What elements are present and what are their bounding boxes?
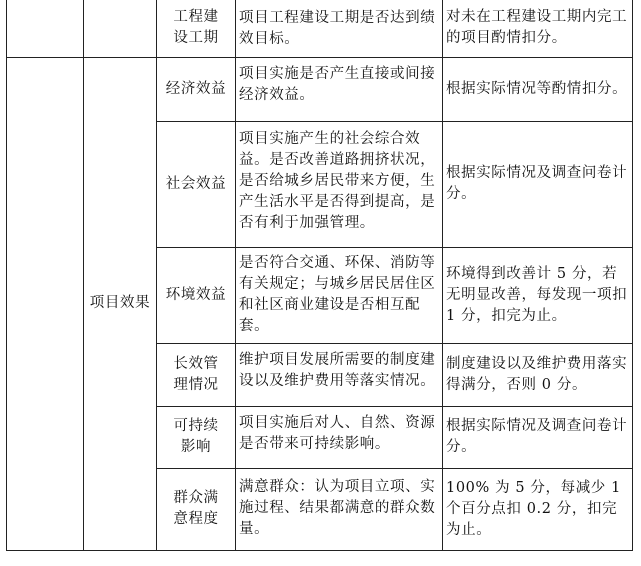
standard-cell: 项目实施产生的社会综合效益。是否改善道路拥挤状况，是否给城乡居民带来方便，生产生活水平是否得到提高，是否有利于加强管理。 bbox=[236, 121, 443, 247]
indicator-cell bbox=[157, 343, 236, 406]
scoring-cell: 环境得到改善计 5 分，若无明显改善，每发现一项扣 1 分，扣完为止。 bbox=[443, 247, 633, 343]
level1-cell bbox=[7, 57, 84, 550]
indicator-cell bbox=[157, 247, 236, 343]
indicator-line: 社会效益 bbox=[165, 175, 227, 192]
indicator-cell bbox=[157, 57, 236, 121]
standard-cell: 项目实施是否产生直接或间接经济效益。 bbox=[236, 57, 443, 121]
level1-cell bbox=[7, 0, 84, 57]
scoring-cell: 对未在工程建设工期内完工的项目酌情扣分。 bbox=[443, 0, 633, 57]
indicator-line: 工程建 bbox=[173, 9, 219, 26]
scoring-cell: 制度建设以及维护费用落实得满分，否则 0 分。 bbox=[443, 343, 633, 406]
scoring-cell: 100% 为 5 分，每减少 1 个百分点扣 0.2 分，扣完为止。 bbox=[443, 468, 633, 550]
evaluation-table-frame bbox=[6, 0, 637, 552]
indicator-line: 意程度 bbox=[173, 511, 219, 527]
standard-cell: 项目工程建设工期是否达到绩效目标。 bbox=[236, 0, 443, 57]
indicator-line: 设工期 bbox=[173, 30, 219, 47]
indicator-line: 环境效益 bbox=[165, 286, 227, 303]
indicator-line: 可持续 bbox=[173, 418, 219, 434]
standard-cell: 是否符合交通、环保、消防等有关规定；与城乡居民居住区和社区商业建设是否相互配套。 bbox=[236, 247, 443, 343]
table-row bbox=[7, 0, 633, 57]
indicator-line: 群众满 bbox=[173, 490, 219, 506]
standard-cell: 项目实施后对人、自然、资源是否带来可持续影响。 bbox=[236, 406, 443, 468]
indicator-cell bbox=[157, 468, 236, 550]
indicator-line: 长效管 bbox=[173, 355, 219, 372]
evaluation-table bbox=[6, 0, 633, 551]
table-row bbox=[7, 57, 633, 121]
standard-cell: 维护项目发展所需要的制度建设以及维护费用等落实情况。 bbox=[236, 343, 443, 406]
indicator-line: 经济效益 bbox=[165, 80, 227, 97]
standard-cell: 满意群众：认为项目立项、实施过程、结果都满意的群众数量。 bbox=[236, 468, 443, 550]
scoring-cell: 根据实际情况及调查问卷计分。 bbox=[443, 406, 633, 468]
level2-cell bbox=[84, 0, 157, 57]
indicator-cell bbox=[157, 0, 236, 57]
indicator-line: 理情况 bbox=[173, 376, 219, 393]
group-label-cell: 项目效果 bbox=[84, 57, 157, 550]
indicator-cell bbox=[157, 121, 236, 247]
indicator-line: 影响 bbox=[180, 439, 212, 455]
scoring-cell: 根据实际情况等酌情扣分。 bbox=[443, 57, 633, 121]
indicator-cell bbox=[157, 406, 236, 468]
scoring-cell: 根据实际情况及调查问卷计分。 bbox=[443, 121, 633, 247]
